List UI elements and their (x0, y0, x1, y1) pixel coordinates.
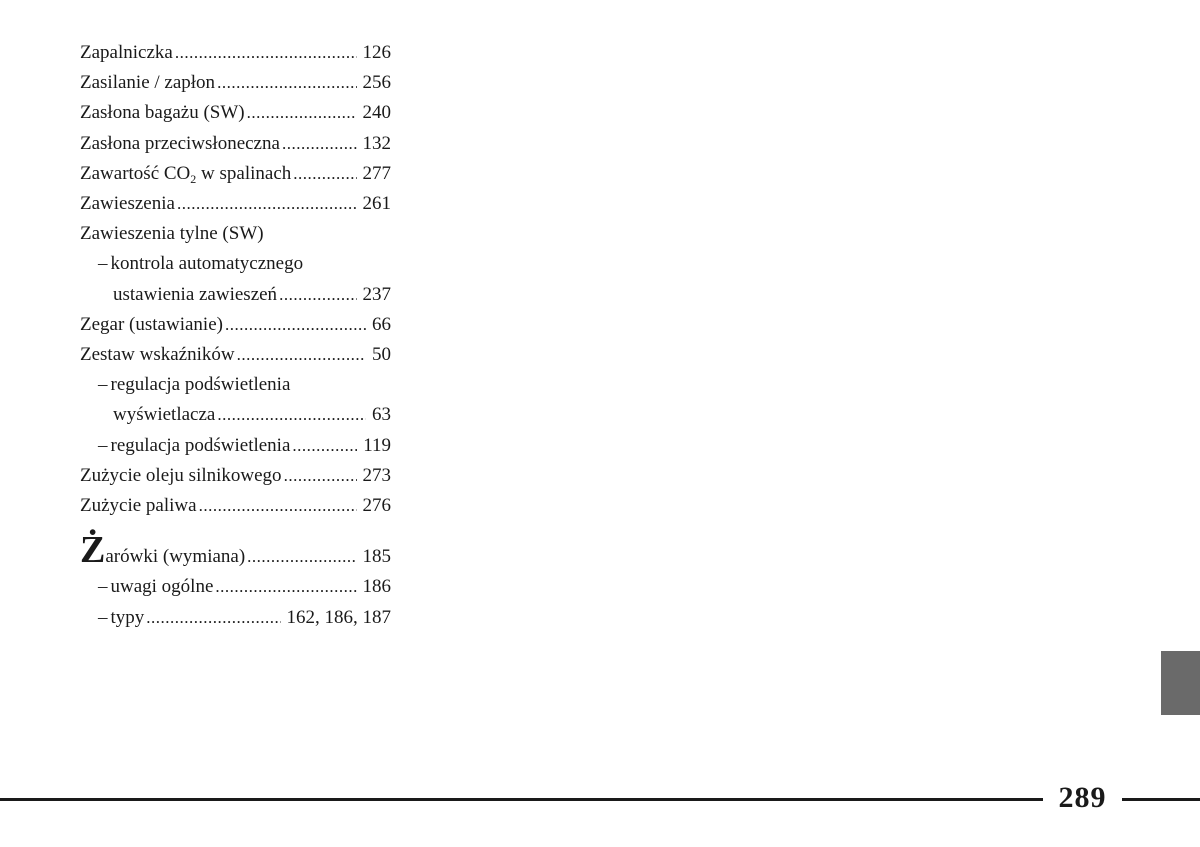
entry-dash: – (98, 374, 108, 396)
index-subentry-ustawienia (80, 280, 391, 310)
dot-leader (292, 431, 357, 461)
alphabetical-index (80, 38, 391, 633)
dot-leader (215, 572, 356, 602)
entry-page: 162, 186, 187 (286, 606, 391, 628)
index-entry-zuzycie-paliwa (80, 491, 391, 521)
index-entry-zawieszenia (80, 189, 391, 219)
entry-dash: – (98, 606, 108, 628)
section-tab-marker (1161, 651, 1200, 715)
entry-page: 186 (362, 576, 391, 598)
entry-label: Zestaw wskaźników (80, 344, 235, 366)
index-subentry-regulacja-podswietlenia (80, 431, 391, 461)
entry-label: Zawieszenia tylne (SW) (80, 223, 264, 245)
entry-page: 256 (362, 72, 391, 94)
dot-leader (293, 159, 356, 189)
index-entry-zegar (80, 310, 391, 340)
dot-leader (175, 38, 357, 68)
entry-label-rest: arówki (wymiana) (105, 546, 246, 568)
entry-label-subscript: 2 (190, 171, 197, 186)
dot-leader (217, 68, 356, 98)
entry-page: 132 (362, 132, 391, 154)
entry-label-pre: Zawartość CO (80, 162, 191, 184)
dot-leader (146, 603, 280, 633)
dot-leader (225, 310, 366, 340)
entry-page: 66 (372, 313, 391, 335)
dot-leader (279, 280, 356, 310)
entry-page: 273 (362, 464, 391, 486)
entry-label: wyświetlacza (113, 404, 216, 426)
index-entry-zarowki (80, 531, 391, 572)
entry-label: uwagi ogólne (110, 576, 214, 598)
dot-leader (217, 400, 366, 430)
section-initial-letter: Ż (80, 529, 106, 572)
page-number: 289 (1058, 781, 1107, 814)
entry-page: 240 (362, 102, 391, 124)
entry-label: Zużycie paliwa (80, 495, 197, 517)
entry-page: 119 (363, 434, 391, 456)
entry-label-post: w spalinach (196, 162, 292, 184)
index-entry-zaslona-bagazu (80, 98, 391, 128)
index-subentry-regulacja (80, 370, 391, 400)
entry-dash: – (98, 253, 108, 275)
entry-label (80, 531, 245, 572)
entry-label: regulacja podświetlenia (110, 374, 291, 396)
index-subentry-kontrola (80, 249, 391, 279)
dot-leader (237, 340, 366, 370)
entry-page: 277 (362, 162, 391, 184)
entry-page: 63 (372, 404, 391, 426)
entry-page: 237 (362, 283, 391, 305)
entry-label: Zapalniczka (80, 42, 173, 63)
index-subentry-uwagi (80, 572, 391, 602)
entry-label: Zasłona bagażu (SW) (80, 102, 245, 124)
entry-dash: – (98, 434, 108, 456)
entry-label: Zużycie oleju silnikowego (80, 464, 282, 486)
index-entry-zawieszenia-tylne (80, 219, 391, 249)
index-entry-zuzycie-oleju (80, 461, 391, 491)
entry-label (80, 159, 291, 189)
footer-rule-right (1122, 798, 1200, 801)
dot-leader (247, 542, 356, 572)
dot-leader (284, 461, 357, 491)
entry-page: 126 (362, 42, 391, 63)
index-entry-zaslona-przeciwsloneczna (80, 129, 391, 159)
index-entry-zestaw-wskaznikow (80, 340, 391, 370)
entry-label: regulacja podświetlenia (110, 434, 291, 456)
entry-label: Zasłona przeciwsłoneczna (80, 132, 280, 154)
dot-leader (282, 129, 357, 159)
dot-leader (177, 189, 357, 219)
index-entry-zapalniczka (80, 38, 391, 68)
dot-leader (199, 491, 357, 521)
entry-label: Zegar (ustawianie) (80, 313, 223, 335)
index-subentry-wyswietlacza (80, 400, 391, 430)
entry-dash: – (98, 576, 108, 598)
entry-label: Zawieszenia (80, 193, 175, 215)
index-subentry-typy (80, 603, 391, 633)
entry-label: Zasilanie / zapłon (80, 72, 216, 94)
index-entry-zawartosc-co2 (80, 159, 391, 189)
entry-label: kontrola automatycznego (110, 253, 304, 275)
entry-page: 261 (362, 193, 391, 215)
entry-page: 185 (362, 546, 391, 568)
entry-page: 50 (372, 344, 391, 366)
entry-label: ustawienia zawieszeń (113, 283, 278, 305)
entry-label: typy (110, 606, 145, 628)
dot-leader (247, 98, 357, 128)
footer-rule-left (0, 798, 1043, 801)
entry-page: 276 (362, 495, 391, 517)
index-entry-zasilanie (80, 68, 391, 98)
